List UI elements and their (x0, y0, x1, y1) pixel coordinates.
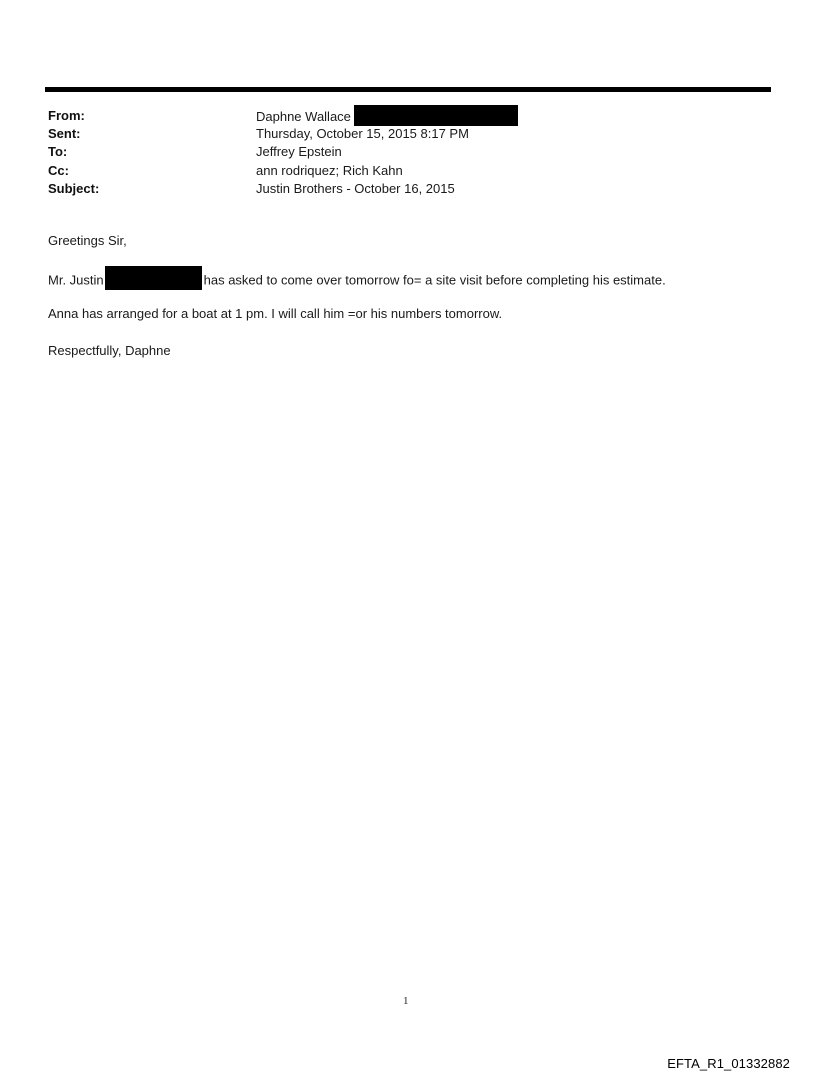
to-value: Jeffrey Epstein (256, 144, 342, 160)
sent-label: Sent: (48, 126, 81, 142)
bates-number: EFTA_R1_01332882 (667, 1056, 790, 1071)
line1-start: Mr. Justin (48, 272, 104, 288)
signoff-line: Respectfully, Daphne (48, 343, 171, 358)
from-label: From: (48, 108, 85, 123)
subject-label: Subject: (48, 180, 100, 196)
subject-value: Justin Brothers - October 16, 2015 (256, 180, 455, 196)
greeting-line: Greetings Sir, (48, 233, 127, 248)
cc-label: Cc: (48, 162, 69, 178)
body-paragraph-site-visit (48, 269, 666, 293)
page-number: 1 (403, 995, 409, 1007)
cc-row (48, 162, 768, 180)
line1-end: has asked to come over tomorrow fo= a site visit before completing his estimate. (203, 272, 666, 288)
from-row (48, 107, 768, 125)
email-header (48, 107, 768, 198)
redacted-surname (105, 266, 202, 290)
sender-name: Daphne Wallace (256, 108, 351, 124)
sent-row (48, 125, 768, 143)
header-divider (45, 87, 771, 92)
to-label: To: (48, 144, 68, 160)
to-row (48, 143, 768, 161)
body-paragraph-boat: Anna has arranged for a boat at 1 pm. I will call him =or his numbers tomorrow. (48, 306, 503, 321)
sent-value: Thursday, October 15, 2015 8:17 PM (256, 126, 469, 142)
redacted-email-address (354, 105, 518, 126)
subject-row (48, 180, 768, 198)
cc-value: ann rodriquez; Rich Kahn (256, 162, 403, 178)
